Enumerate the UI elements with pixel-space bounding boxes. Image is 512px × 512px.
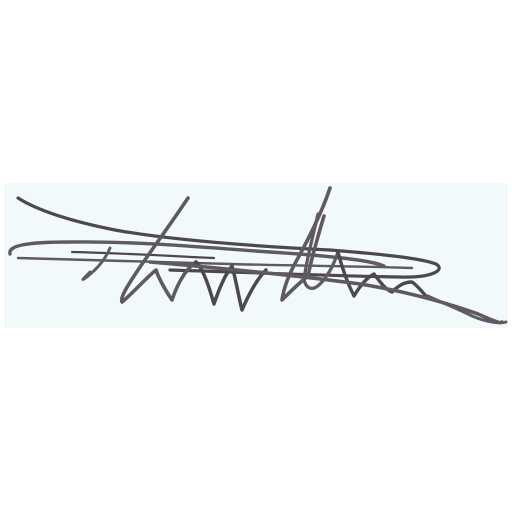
signature-stroke-mid-line <box>72 252 214 258</box>
signature-stroke-first-letter <box>122 198 196 302</box>
